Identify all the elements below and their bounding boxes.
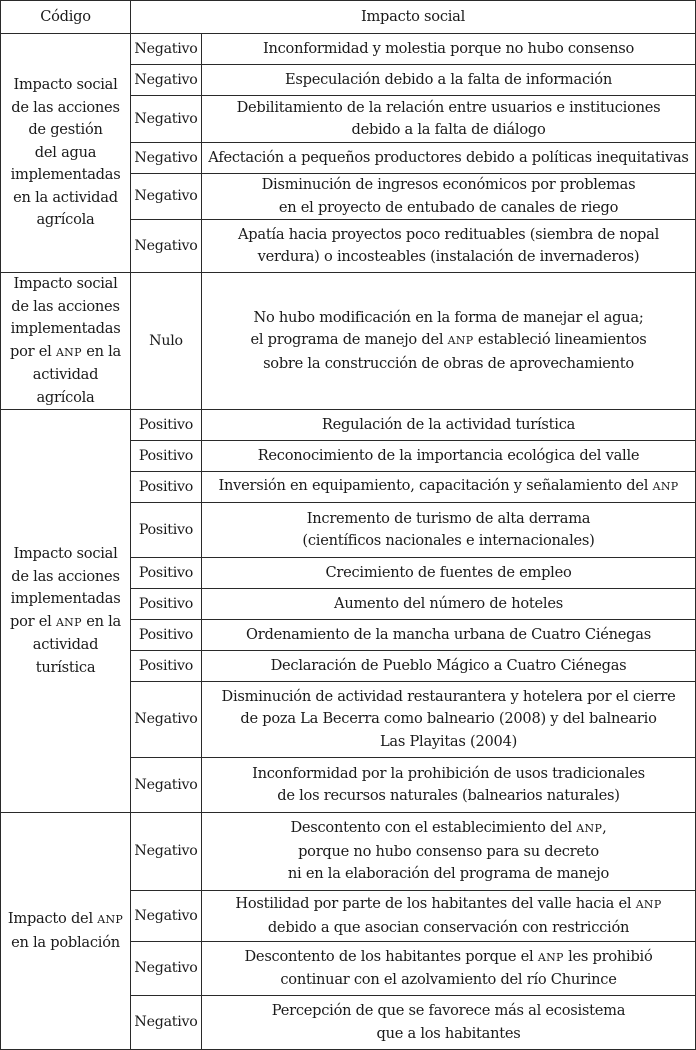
impact-type-cell: Positivo (131, 558, 202, 589)
impact-description-cell: Incremento de turismo de alta derrama (científicos nacionales e internacionales) (202, 503, 696, 558)
impact-type-cell: Positivo (131, 472, 202, 503)
impact-type-cell: Negativo (131, 758, 202, 813)
impact-type-cell: Negativo (131, 96, 202, 143)
impact-type-cell: Negativo (131, 34, 202, 65)
table-row (1, 410, 696, 441)
impact-description-cell: Declaración de Pueblo Mágico a Cuatro Ciénegas (202, 651, 696, 682)
table-body (1, 34, 696, 1050)
impact-description-cell: Inconformidad y molestia porque no hubo consenso (202, 34, 696, 65)
impact-description-cell: Apatía hacia proyectos poco redituables (siembra de nopal verdura) o incosteables (instalación de invernaderos) (202, 220, 696, 273)
impact-type-cell: Nulo (131, 273, 202, 410)
impact-type-cell: Negativo (131, 942, 202, 996)
table-row (1, 813, 696, 891)
impact-type-cell: Negativo (131, 174, 202, 220)
impact-description-cell: Inversión en equipamiento, capacitación y señalamiento del ANP (202, 472, 696, 503)
impact-type-cell: Negativo (131, 65, 202, 96)
impact-type-cell: Positivo (131, 503, 202, 558)
impact-type-cell: Negativo (131, 143, 202, 174)
impact-description-cell: Aumento del número de hoteles (202, 589, 696, 620)
header-code: Código (1, 1, 131, 34)
impact-description-cell: Disminución de actividad restaurantera y hotelera por el cierre de poza La Becerra como balneario (2008) y del balneario Las Playitas (2004) (202, 682, 696, 758)
impact-description-cell: Percepción de que se favorece más al ecosistema que a los habitantes (202, 996, 696, 1050)
table-header-row (1, 1, 696, 34)
impact-description-cell: Ordenamiento de la mancha urbana de Cuatro Ciénegas (202, 620, 696, 651)
impact-type-cell: Positivo (131, 441, 202, 472)
impact-description-cell: Disminución de ingresos económicos por problemas en el proyecto de entubado de canales de riego (202, 174, 696, 220)
impact-description-cell: Regulación de la actividad turística (202, 410, 696, 441)
impact-type-cell: Positivo (131, 620, 202, 651)
impact-description-cell: Afectación a pequeños productores debido a políticas inequitativas (202, 143, 696, 174)
impact-type-cell: Negativo (131, 891, 202, 942)
category-cell: Impacto social de las acciones implementadas por el ANP en la actividad turística (1, 410, 131, 813)
impact-description-cell: Hostilidad por parte de los habitantes del valle hacia el ANP debido a que asocian conservación con restricción (202, 891, 696, 942)
impact-description-cell: Debilitamiento de la relación entre usuarios e instituciones debido a la falta de diálogo (202, 96, 696, 143)
impact-type-cell: Negativo (131, 220, 202, 273)
category-cell: Impacto social de las acciones de gestión del agua implementadas en la actividad agrícola (1, 34, 131, 273)
header-impact: Impacto social (131, 1, 696, 34)
impact-description-cell: Inconformidad por la prohibición de usos tradicionales de los recursos naturales (balnearios naturales) (202, 758, 696, 813)
impact-type-cell: Negativo (131, 996, 202, 1050)
impact-type-cell: Positivo (131, 589, 202, 620)
impact-type-cell: Positivo (131, 410, 202, 441)
table-row (1, 273, 696, 410)
category-cell: Impacto del ANP en la población (1, 813, 131, 1050)
impact-description-cell: No hubo modificación en la forma de manejar el agua; el programa de manejo del ANP estableció lineamientos sobre la construcción de obras de aprovechamiento (202, 273, 696, 410)
impact-description-cell: Especulación debido a la falta de información (202, 65, 696, 96)
table-row (1, 34, 696, 65)
impact-description-cell: Crecimiento de fuentes de empleo (202, 558, 696, 589)
impact-description-cell: Descontento con el establecimiento del ANP, porque no hubo consenso para su decreto ni en la elaboración del programa de manejo (202, 813, 696, 891)
impact-type-cell: Positivo (131, 651, 202, 682)
category-cell: Impacto social de las acciones implementadas por el ANP en la actividad agrícola (1, 273, 131, 410)
impact-description-cell: Descontento de los habitantes porque el ANP les prohibió continuar con el azolvamiento del río Churince (202, 942, 696, 996)
impact-type-cell: Negativo (131, 682, 202, 758)
impact-type-cell: Negativo (131, 813, 202, 891)
impact-description-cell: Reconocimiento de la importancia ecológica del valle (202, 441, 696, 472)
